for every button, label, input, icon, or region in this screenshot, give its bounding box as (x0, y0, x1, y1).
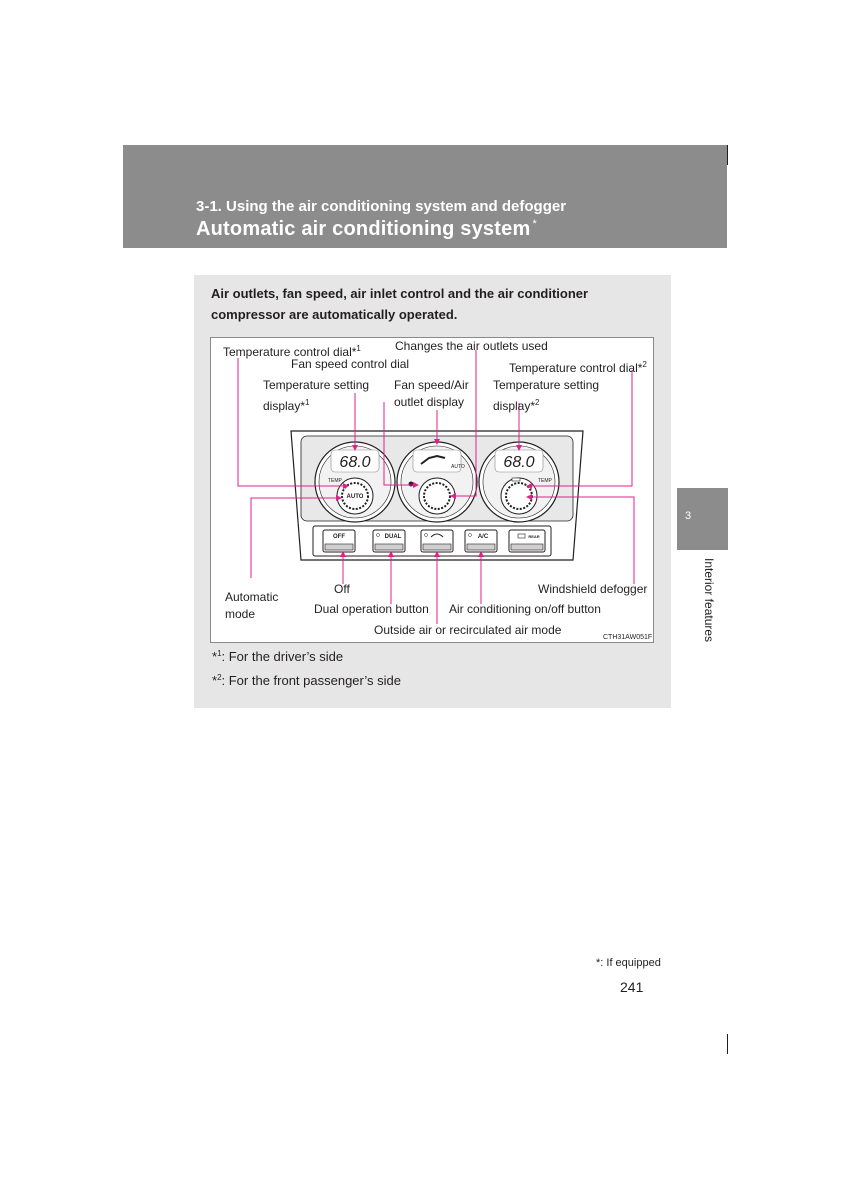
diagram-frame (210, 337, 654, 643)
svg-text:A/C: A/C (477, 534, 489, 540)
left-gauge (315, 442, 395, 522)
label-temp-dial-passenger: Temperature control dial*$^2$ (509, 360, 647, 375)
section-label: 3-1. Using the air conditioning system and defogger (196, 198, 567, 215)
svg-text:OFF: OFF (333, 534, 345, 540)
left-temp-label: TEMP (328, 478, 342, 484)
page-title (196, 218, 537, 241)
footnote-driver: *$^1$: For the driver’s side (212, 649, 344, 664)
label-automatic-mode: Automatic mode (225, 590, 279, 621)
left-temp-display: 68.0 (339, 454, 371, 471)
button-off (323, 530, 355, 552)
label-air-mode: Outside air or recirculated air mode (374, 623, 562, 637)
button-ac (465, 530, 497, 552)
figure-code: CTH31AW051F (603, 634, 653, 641)
label-fan-display: Fan speed/Air outlet display (394, 378, 469, 409)
label-changes-outlets: Changes the air outlets used (395, 339, 548, 353)
footnote-passenger: *$^2$: For the front passenger’s side (212, 673, 401, 688)
crop-mark-bottom (727, 1034, 728, 1054)
label-dual-button: Dual operation button (314, 602, 429, 616)
button-recirculate (421, 530, 453, 552)
label-off: Off (334, 582, 350, 596)
label-temp-display-passenger: Temperature setting display*$^2$ (493, 378, 600, 413)
auto-label: AUTO (346, 494, 364, 500)
equipped-note: *: If equipped (596, 957, 661, 969)
chapter-name: Interior features (702, 558, 716, 643)
page-title-text: Automatic air conditioning system (196, 218, 531, 240)
chapter-number: 3 (685, 510, 692, 522)
label-ac-button: Air conditioning on/off button (449, 602, 601, 616)
title-equipped-mark: * (532, 218, 537, 230)
fan-icon (409, 482, 414, 487)
svg-text:DUAL: DUAL (384, 534, 402, 540)
fan-auto-label: AUTO (451, 464, 465, 470)
right-temp-display: 68.0 (503, 454, 535, 471)
intro-text: Air outlets, fan speed, air inlet control and the air conditioner compressor are automatically operated. (211, 286, 589, 322)
right-gauge (479, 442, 559, 522)
svg-text:REAR: REAR (528, 534, 540, 539)
label-temp-display-driver: Temperature setting display*$^1$ (263, 378, 370, 413)
button-defogger (509, 530, 545, 552)
center-gauge (397, 442, 477, 522)
label-windshield-defogger: Windshield defogger (538, 582, 648, 596)
page-number: 241 (620, 979, 644, 995)
label-fan-speed-dial: Fan speed control dial (291, 357, 410, 371)
crop-mark-top (727, 145, 728, 165)
right-temp-label: TEMP (538, 478, 552, 484)
button-dual (373, 530, 405, 552)
label-temp-dial-driver: Temperature control dial*$^1$ (223, 344, 361, 359)
